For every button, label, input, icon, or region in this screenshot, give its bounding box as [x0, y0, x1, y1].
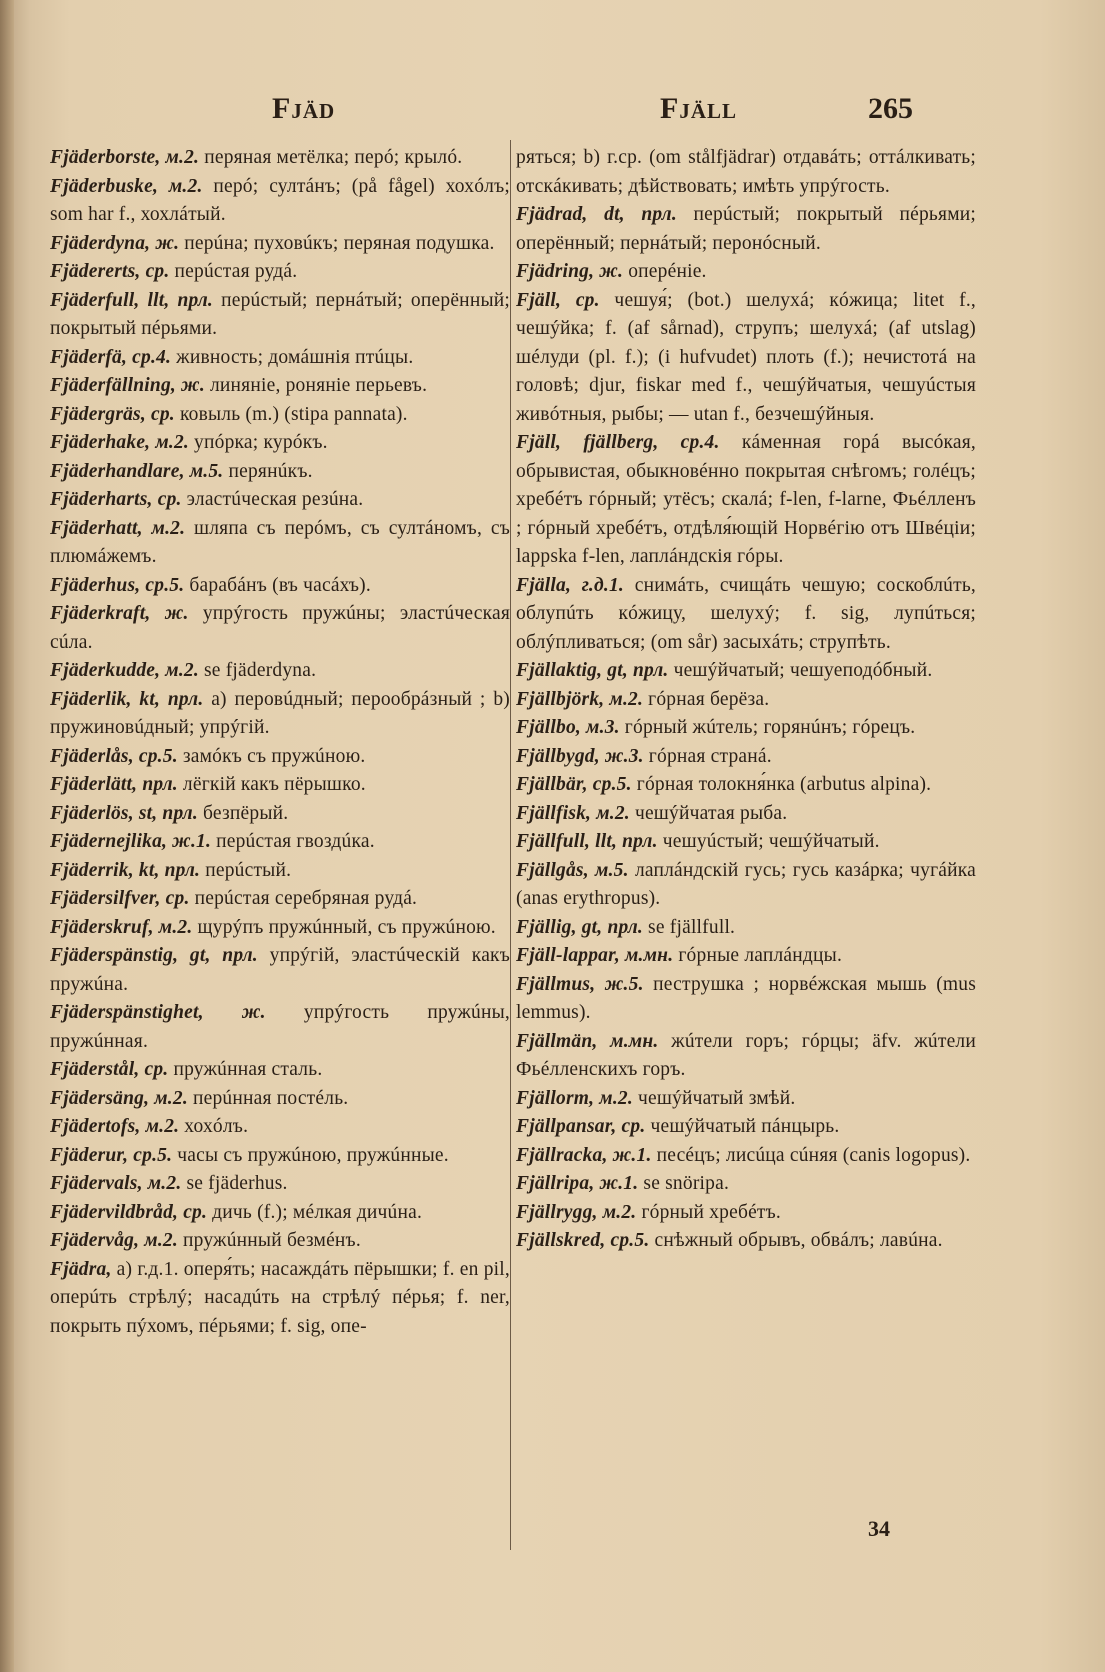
dictionary-entry	[50, 486, 510, 515]
dictionary-entry	[50, 942, 510, 999]
dictionary-entry	[516, 144, 976, 201]
entry-headword: Fjällbygd, ж.3.	[516, 745, 644, 767]
dictionary-entry	[50, 458, 510, 487]
dictionary-entry	[50, 173, 510, 230]
dictionary-entry	[516, 686, 976, 715]
dictionary-entry	[50, 885, 510, 914]
dictionary-entry	[516, 942, 976, 971]
dictionary-entry	[50, 800, 510, 829]
entry-definition: упрýгость пружúны; эластúческая сúла.	[50, 603, 510, 653]
dictionary-entry	[516, 1028, 976, 1085]
entry-definition: гóрная толокня́нка (arbutus alpina).	[631, 774, 932, 795]
entry-headword: Fjällgås, м.5.	[516, 859, 629, 881]
entry-definition: перó; султáнъ; (på fågel) хохóлъ; som har f., хохлáтый.	[50, 175, 511, 225]
entry-headword: Fjädergräs, ср.	[50, 403, 175, 425]
entry-definition: se snöripa.	[638, 1173, 730, 1194]
entry-definition: безпёрый.	[197, 802, 289, 824]
entry-headword: Fjäderstål, ср.	[50, 1059, 169, 1080]
dictionary-entry	[50, 1056, 510, 1085]
entry-headword: Fjällripa, ж.1.	[516, 1173, 639, 1194]
entry-definition: лаплáндскiй гусь; гусь казáрка; чугáйка (anas erythropus).	[516, 859, 976, 909]
entry-definition: живность; домáшнiя птúцы.	[171, 346, 414, 368]
dictionary-entry	[516, 572, 976, 658]
page-binding-edge	[0, 0, 14, 1672]
dictionary-entry	[516, 743, 976, 772]
signature-mark: 34	[868, 1516, 890, 1541]
entry-headword: Fjädersilfver, ср.	[50, 888, 190, 909]
entry-headword: Fjäll, fjällberg, ср.4.	[516, 432, 720, 453]
dictionary-entry	[50, 1113, 510, 1142]
dictionary-entry	[516, 287, 976, 430]
entry-headword: Fjäderskruf, м.2.	[50, 916, 193, 938]
entry-definition: щурýпъ пружúнный, съ пружúною.	[192, 916, 496, 938]
entry-headword: Fjäderrik, kt, прл.	[50, 859, 201, 881]
entry-definition: барабáнъ (въ часáхъ).	[184, 574, 371, 596]
entry-headword: Fjädererts, ср.	[50, 261, 170, 282]
dictionary-entry	[516, 429, 976, 572]
dictionary-entry	[50, 401, 510, 430]
entry-definition: перúстый.	[200, 859, 292, 881]
entry-headword: Fjäderdyna, ж.	[50, 232, 180, 254]
entry-headword: Fjäderborste, м.2.	[50, 147, 200, 168]
entry-definition: гóрный хребéтъ.	[636, 1201, 782, 1223]
entry-definition: se fjäderhus.	[181, 1173, 288, 1194]
dictionary-entry	[50, 857, 510, 886]
dictionary-entry	[50, 1227, 510, 1256]
entry-definition: перúна; пуховúкъ; перяная подушка.	[179, 232, 495, 254]
column-divider	[510, 140, 511, 1550]
dictionary-entry	[516, 1113, 976, 1142]
entry-definition: a) г.д.1. оперя́ть; насаждáть пёрышки; f. en pil, оперúть стрѣлý; насадúть на стрѣлý пéрья; f. ner, покрыть пýхомъ, пéрьями; f. sig, опе-	[50, 1258, 510, 1337]
entry-headword: Fjäderspänstig, gt, прл.	[50, 945, 258, 966]
entry-definition: чешýйчатый; чешуеподóбный.	[668, 660, 933, 681]
dictionary-entry	[516, 971, 976, 1028]
entry-headword: Fjällrygg, м.2.	[516, 1201, 637, 1223]
entry-headword: Fjädersäng, м.2.	[50, 1087, 188, 1109]
running-header-left: Fjäd	[272, 92, 336, 125]
entry-definition: se fjäderdyna.	[198, 660, 317, 681]
dictionary-entry	[516, 914, 976, 943]
entry-definition: se fjällfull.	[642, 916, 736, 938]
entry-headword: Fjäderfällning, ж.	[50, 375, 205, 396]
dictionary-entry	[50, 600, 510, 657]
entry-headword: Fjädervåg, м.2.	[50, 1230, 178, 1251]
dictionary-entry	[50, 287, 510, 344]
dictionary-entry	[516, 1199, 976, 1228]
entry-definition: дичь (f.); мéлкая дичúна.	[207, 1201, 423, 1223]
dictionary-entry	[50, 657, 510, 686]
dictionary-entry	[50, 1142, 510, 1171]
entry-headword: Fjädervals, м.2.	[50, 1173, 182, 1194]
dictionary-entry	[50, 1256, 510, 1342]
entry-headword: Fjällmus, ж.5.	[516, 973, 644, 995]
entry-definition: часы съ пружúною, пружúнные.	[172, 1144, 449, 1166]
entry-definition: пеструшка ; норвéжская мышь (mus lemmus).	[516, 973, 976, 1023]
dictionary-entry	[50, 999, 510, 1056]
entry-headword: Fjädernejlika, ж.1.	[50, 831, 212, 852]
dictionary-entry	[516, 857, 976, 914]
entry-definition: перúстый; покрытый пéрьями; оперённый; пернáтый; перонóсный.	[516, 204, 976, 254]
dictionary-entry	[50, 372, 510, 401]
entry-headword: Fjädertofs, м.2.	[50, 1116, 180, 1137]
entry-headword: Fjäderharts, ср.	[50, 489, 182, 510]
entry-definition: перянúкъ.	[223, 460, 313, 482]
entry-headword: Fjällbo, м.3.	[516, 717, 620, 738]
entry-headword: Fjällracka, ж.1.	[516, 1144, 652, 1166]
entry-headword: Fjällfull, llt, прл.	[516, 831, 658, 852]
entry-definition: перúстый; пернáтый; оперённый; покрытый пéрьями.	[50, 289, 511, 339]
dictionary-entry	[50, 743, 510, 772]
entry-definition: гóрный жúтель; горянúнъ; гóрецъ.	[619, 717, 916, 738]
dictionary-entry	[516, 1227, 976, 1256]
entry-headword: Fjäderbuske, м.2.	[50, 175, 203, 197]
entry-headword: Fjäderlätt, прл.	[50, 774, 178, 795]
entry-definition: чешуúстый; чешýйчатый.	[657, 831, 880, 852]
entry-definition: гóрная странá.	[643, 745, 772, 767]
dictionary-entry	[50, 258, 510, 287]
entry-definition: перúстая гвоздúка.	[211, 831, 375, 852]
dictionary-entry	[516, 714, 976, 743]
entry-definition: жúтели горъ; гóрцы; äfv. жúтели Фьéлленскихъ горъ.	[516, 1030, 976, 1080]
dictionary-entry	[516, 800, 976, 829]
dictionary-entry	[50, 1170, 510, 1199]
dictionary-entry	[50, 344, 510, 373]
entry-headword: Fjällbjörk, м.2.	[516, 688, 644, 710]
entry-definition: упóрка; курóкъ.	[188, 432, 328, 453]
entry-headword: Fjällmän, м.мн.	[516, 1030, 659, 1052]
entry-headword: Fjäderkudde, м.2.	[50, 660, 199, 681]
dictionary-entry	[50, 1199, 510, 1228]
entry-headword: Fjällpansar, ср.	[516, 1116, 646, 1137]
entry-definition: чешýйчатый змѣй.	[632, 1087, 796, 1109]
page-number: 265	[868, 92, 913, 125]
dictionary-entry	[516, 1170, 976, 1199]
entry-definition: снимáть, счищáть чешую; соскоблúть, облупúть кóжицу, шелухý; f. sig, лупúться; облýпливаться; (om sår) засыхáть; струпѣть.	[516, 574, 976, 653]
entry-headword: Fjädrad, dt, прл.	[516, 204, 677, 225]
entry-definition: перúнная постéль.	[187, 1087, 349, 1109]
dictionary-entry	[516, 1142, 976, 1171]
entry-definition: шляпа съ перóмъ, съ султáномъ, съ плюмáжемъ.	[50, 517, 510, 567]
entry-headword: Fjädra,	[50, 1258, 112, 1280]
dictionary-entry	[50, 515, 510, 572]
running-header-right: Fjäll	[660, 92, 738, 125]
dictionary-entry	[516, 657, 976, 686]
entry-definition: кáменная горá высóкая, обрывистая, обыкновéнно покрытая снѣгомъ; голéцъ; хребéтъ гóрный; утёсъ; скалá; f-len, f-larne, Фьéлленъ ; гóрный хребéтъ, отдѣля́ющiй Норвéгiю отъ Швéцiи; lappska f-len, лаплáндскiя гóры.	[516, 432, 976, 567]
entry-definition: чешýйчатая рыба.	[629, 802, 788, 824]
entry-headword: Fjäderlös, st, прл.	[50, 802, 198, 824]
entry-definition: перúстая рудá.	[169, 261, 298, 282]
entry-definition: линянiе, ронянiе перьевъ.	[204, 375, 428, 396]
dictionary-entry	[50, 828, 510, 857]
entry-headword: Fjäll-lappar, м.мн.	[516, 945, 674, 966]
entry-definition: оперéнiе.	[623, 261, 707, 282]
entry-definition: ковыль (m.) (stipa pannata).	[174, 403, 408, 425]
entry-headword: Fjädervildbråd, ср.	[50, 1201, 208, 1223]
right-column	[516, 144, 976, 1256]
entry-headword: Fjäll, ср.	[516, 289, 600, 311]
entry-headword: Fjällskred, ср.5.	[516, 1230, 650, 1251]
entry-headword: Fjäderspänstighet, ж.	[50, 1002, 266, 1023]
entry-definition: чешýйчатый пáнцырь.	[645, 1116, 840, 1137]
entry-definition: песéцъ; лисúца сúняя (canis logopus).	[651, 1144, 971, 1166]
entry-definition: гóрные лаплáндцы.	[673, 945, 843, 966]
entry-definition: упрýгiй, эластúческiй какъ пружúна.	[50, 945, 510, 995]
entry-definition: перúстая серебряная рудá.	[189, 888, 418, 909]
entry-headword: Fjäderkraft, ж.	[50, 603, 189, 624]
dictionary-entry	[516, 828, 976, 857]
dictionary-entry	[516, 771, 976, 800]
entry-headword: Fjäderfä, ср.4.	[50, 346, 172, 368]
entry-headword: Fjäderhatt, м.2.	[50, 517, 186, 539]
entry-definition: пружúнная сталь.	[168, 1059, 323, 1080]
entry-definition: замóкъ съ пружúною.	[177, 745, 366, 767]
entry-headword: Fjäderlås, ср.5.	[50, 745, 178, 767]
entry-headword: Fjäderlik, kt, прл.	[50, 688, 204, 710]
entry-definition: упрýгость пружúны, пружúнная.	[50, 1002, 510, 1052]
entry-definition: хохóлъ.	[179, 1116, 249, 1137]
entry-definition: гóрная берёза.	[643, 688, 770, 710]
dictionary-entry	[50, 914, 510, 943]
entry-headword: Fjädring, ж.	[516, 261, 624, 282]
dictionary-entry	[516, 258, 976, 287]
entry-headword: Fjällorm, м.2.	[516, 1087, 633, 1109]
entry-definition: a) перовúдный; перообрáзный ; b) пружиновúдный; упрýгiй.	[50, 688, 510, 738]
dictionary-entry	[50, 144, 510, 173]
entry-definition: снѣжный обрывъ, обвáлъ; лавúна.	[649, 1230, 943, 1251]
dictionary-entry	[50, 686, 510, 743]
entry-headword: Fjäderhandlare, м.5.	[50, 460, 224, 482]
entry-headword: Fjäderhus, ср.5.	[50, 574, 185, 596]
entry-definition: перяная метёлка; перó; крылó.	[199, 147, 463, 168]
left-column	[50, 144, 510, 1341]
entry-headword: Fjäderfull, llt, прл.	[50, 289, 214, 311]
dictionary-entry	[516, 1085, 976, 1114]
entry-headword: Fjällbär, ср.5.	[516, 774, 632, 795]
dictionary-entry	[50, 230, 510, 259]
entry-headword: Fjälla, г.д.1.	[516, 574, 624, 596]
dictionary-entry	[50, 771, 510, 800]
dictionary-entry	[516, 201, 976, 258]
entry-definition: ряться; b) г.ср. (om stålfjädrar) отдавáть; оттáлкивать; отскáкивать; дѣйствовать; имѣть упрýгость.	[516, 147, 976, 197]
entry-headword: Fjäderur, ср.5.	[50, 1144, 173, 1166]
entry-definition: пружúнный безмéнъ.	[177, 1230, 361, 1251]
entry-headword: Fjäderhake, м.2.	[50, 432, 189, 453]
entry-definition: лёгкiй какъ пёрышко.	[177, 774, 366, 795]
entry-headword: Fjällig, gt, прл.	[516, 916, 643, 938]
entry-headword: Fjällfisk, м.2.	[516, 802, 630, 824]
entry-definition: эластúческая резúна.	[181, 489, 364, 510]
dictionary-entry	[50, 572, 510, 601]
entry-definition: чешуя́; (bot.) шелухá; кóжица; litet f., чешýйка; f. (af sårnad), струпъ; шелухá; (af utslag) шéлуди (pl. f.); (i hufvudet) плоть (f.); нечистотá на головѣ; djur, fiskar med f., чешýйчатыя, чешуúстыя живóтныя, рыбы; — utan f., безчешýйныя.	[516, 289, 976, 425]
dictionary-entry	[50, 1085, 510, 1114]
dictionary-entry	[50, 429, 510, 458]
entry-headword: Fjällaktig, gt, прл.	[516, 660, 669, 681]
